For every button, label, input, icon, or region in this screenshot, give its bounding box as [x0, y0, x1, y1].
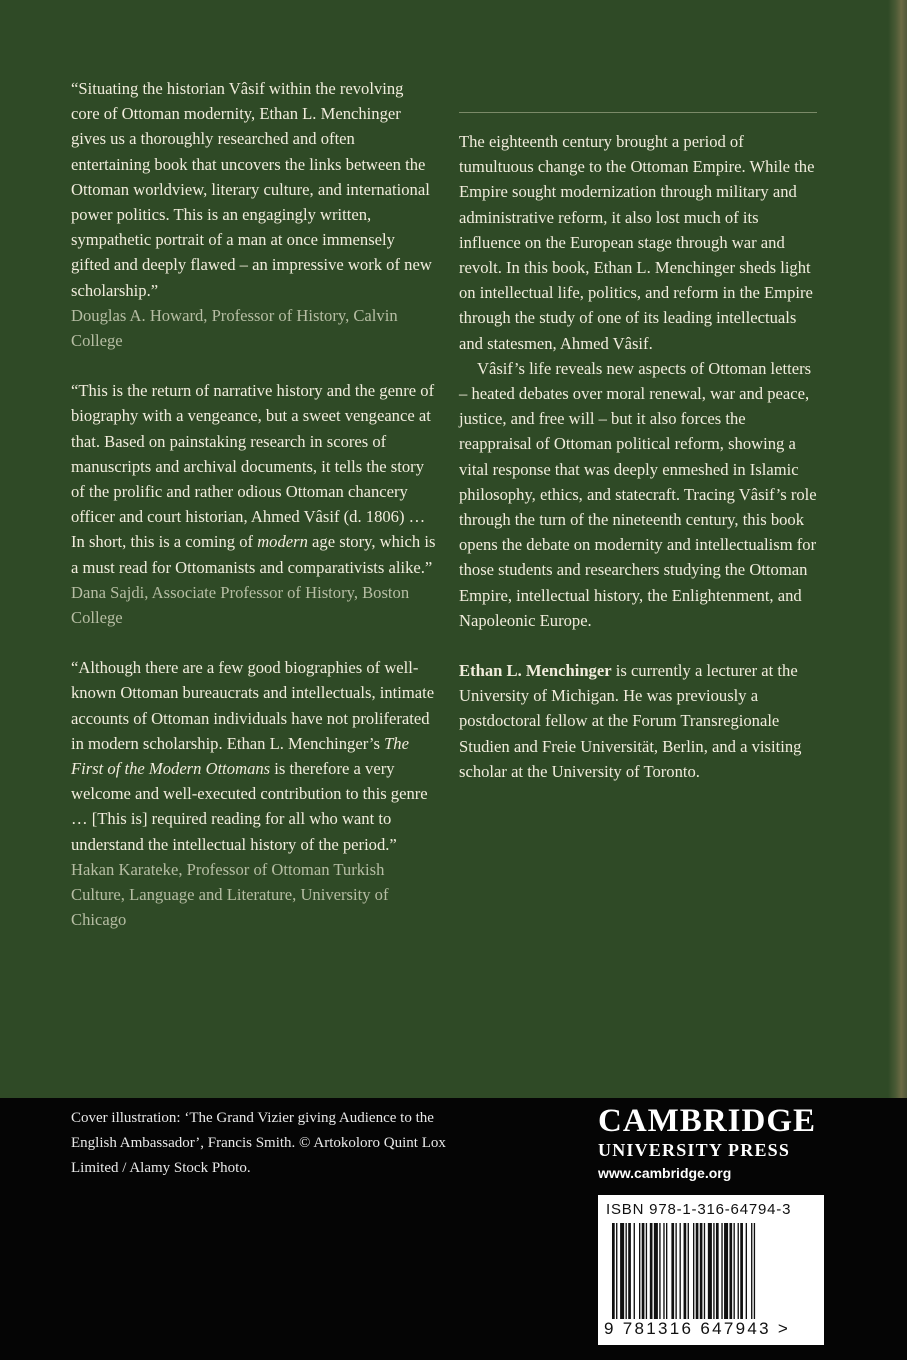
description-paragraph-1: The eighteenth century brought a period of tumultuous change to the Ottoman Empire. While the Empire sought modernization through military and administrative reform, it also lost much of its influence on the European stage through war and revolt. In this book, Ethan L. Menchinger sheds light on intellectual life, politics, and reform in the Empire through the study of one of its leading intellectuals and statesmen, Ahmed Vâsif.	[459, 132, 815, 353]
emphasis-text: modern	[257, 532, 308, 552]
endorsements-column	[71, 76, 436, 958]
endorsement-1	[71, 76, 436, 353]
endorsement-2	[71, 378, 436, 630]
description-column	[459, 129, 821, 784]
publisher-name: CAMBRIDGE	[598, 1103, 817, 1139]
author-bio: Ethan L. Menchinger is currently a lecturer at the University of Michigan. He was previously a postdoctoral fellow at the Forum Transregionale Studien and Freie Universität, Berlin, and a visiting scholar at the University of Toronto.	[459, 661, 802, 781]
description-paragraph-2: Vâsif’s life reveals new aspects of Ottoman letters – heated debates over moral renewal, war and peace, justice, and free will – but it also forces the reappraisal of Ottoman political reform, showing a vital response that was deeply enmeshed in Islamic philosophy, ethics, and statecraft. Tracing Vâsif’s role through the turn of the nineteenth century, this book opens the debate on modernity and intellectualism for those students and researchers studying the Ottoman Empire, intellectual history, the Enlightenment, and Napoleonic Europe.	[459, 358, 817, 630]
endorsement-attribution: Hakan Karateke, Professor of Ottoman Turkish Culture, Language and Literature, University of Chicago	[71, 859, 389, 930]
endorsement-attribution: Douglas A. Howard, Professor of History, Calvin College	[71, 305, 398, 351]
barcode-digits: 9 781316 647943 >	[604, 1319, 791, 1338]
endorsement-text: “Although there are a few good biographies of well-known Ottoman bureaucrats and intellectuals, intimate accounts of Ottoman individuals have not proliferated in modern scholarship. Ethan L. Menchinger’s The First of the Modern Ottomans is therefore a very welcome and well-executed contribution to this genre … [This is] required reading for all who want to understand the intellectual history of the period.”	[71, 658, 435, 854]
endorsement-text: “Situating the historian Vâsif within the revolving core of Ottoman modernity, Ethan L. Menchinger gives us a thoroughly researched and often entertaining book that uncovers the links between the Ottoman worldview, literary culture, and international power politics. This is an engagingly written, sympathetic portrait of a man at once immensely gifted and deeply flawed – an impressive work of new scholarship.”	[71, 79, 432, 300]
endorsement-attribution: Dana Sajdi, Associate Professor of History, Boston College	[71, 582, 410, 628]
author-name: Ethan L. Menchinger	[459, 661, 612, 681]
barcode-bars-icon	[612, 1223, 810, 1319]
isbn-barcode	[598, 1195, 824, 1345]
divider-rule	[459, 112, 817, 113]
publisher-url: www.cambridge.org	[598, 1165, 732, 1181]
publisher-subtitle: UNIVERSITY PRESS	[598, 1140, 791, 1160]
isbn-label: ISBN 978-1-316-64794-3	[606, 1201, 792, 1218]
cover-credit: Cover illustration: ‘The Grand Vizier giving Audience to the English Ambassador’, Francis Smith. © Artokoloro Quint Lox Limited / Alamy Stock Photo.	[71, 1110, 446, 1176]
cover-painting-edge	[888, 0, 907, 1098]
book-title-italic: The First of the Modern Ottomans	[71, 733, 409, 779]
publisher-logo	[598, 1102, 828, 1182]
endorsement-text: “This is the return of narrative history and the genre of biography with a vengeance, but a sweet vengeance at that. Based on painstaking research in scores of manuscripts and archival documents, it tells the story of the prolific and rather odious Ottoman chancery officer and court historian, Ahmed Vâsif (d. 1806) … In short, this is a coming of modern age story, which is a must read for Ottomanists and comparativists alike.”	[71, 381, 436, 577]
endorsement-3	[71, 655, 436, 932]
